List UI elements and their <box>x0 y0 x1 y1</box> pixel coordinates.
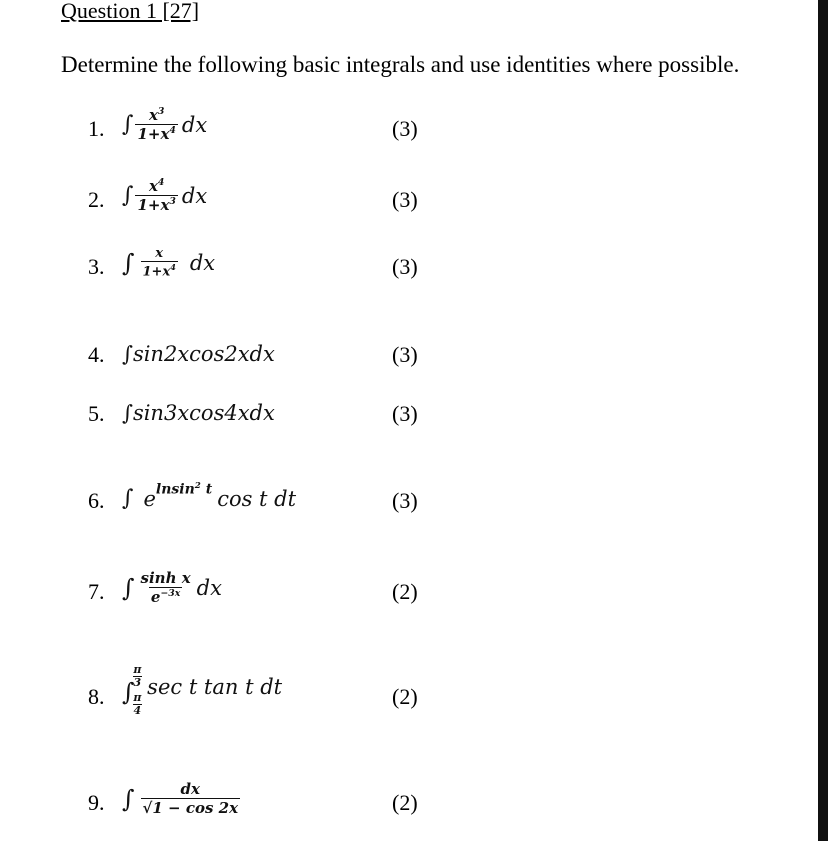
integral-item-7 <box>0 563 820 623</box>
integral-expression <box>122 481 297 511</box>
item-marks: (3) <box>392 187 418 212</box>
integral-sign: ∫ <box>122 112 134 137</box>
square-root-sign: √ <box>142 799 153 817</box>
item-marks: (3) <box>392 488 418 513</box>
exponent-text: lnsin <box>155 481 195 498</box>
integral-item-3 <box>0 240 820 300</box>
numerator: x <box>148 106 158 124</box>
numerator: x <box>155 246 164 261</box>
question-title: Question 1 [27] <box>61 0 200 23</box>
numerator-exponent: 3 <box>157 106 165 117</box>
integral-item-5 <box>0 389 820 449</box>
integrand: sec t tan t dt <box>147 675 283 700</box>
item-number: 7. <box>88 579 105 604</box>
denominator: e <box>150 588 161 606</box>
upper-limit-numerator: π <box>133 663 142 676</box>
exponent <box>156 481 212 498</box>
exponential-base: e <box>143 486 156 511</box>
integral-sign: ∫ <box>122 678 135 707</box>
fraction <box>135 177 177 214</box>
denominator: 1+x <box>142 264 171 280</box>
item-number: 3. <box>88 254 105 279</box>
denominator-exponent: 4 <box>169 125 176 136</box>
item-number: 4. <box>88 342 105 367</box>
integral-sign: ∫ <box>122 573 135 602</box>
item-marks: (3) <box>392 342 418 367</box>
integral-expression <box>122 780 242 817</box>
integral-sign: ∫ <box>122 784 135 813</box>
numerator-exponent: 4 <box>157 177 165 188</box>
integral-item-8 <box>0 664 820 724</box>
integral-expression: ∫sin3xcos4xdx <box>122 401 275 425</box>
item-marks: (3) <box>392 401 418 426</box>
differential: dx <box>196 575 222 600</box>
integral-expression <box>122 664 282 716</box>
integral-sign: ∫ <box>122 183 134 208</box>
exponent-power: 2 <box>194 481 201 492</box>
numerator: dx <box>180 780 200 798</box>
differential: dx <box>181 112 208 137</box>
item-number: 2. <box>88 187 105 212</box>
item-marks: (2) <box>392 579 418 604</box>
denominator: 1+x <box>137 196 170 214</box>
denominator-exponent: 3 <box>169 196 176 207</box>
fraction <box>141 246 178 279</box>
lower-limit-numerator: π <box>133 691 142 705</box>
denominator-exponent: −3x <box>160 588 181 599</box>
integrand-tail: cos t dt <box>217 486 297 511</box>
item-marks: (2) <box>392 790 418 815</box>
integral-expression <box>122 569 222 606</box>
integral-expression <box>122 106 207 143</box>
integral-expression: ∫sin2xcos2xdx <box>122 342 275 366</box>
numerator: sinh x <box>140 569 191 587</box>
denominator: 1+x <box>137 125 170 143</box>
item-marks: (2) <box>392 684 418 709</box>
fraction <box>141 780 241 817</box>
differential: dx <box>181 183 208 208</box>
instructions: Determine the following basic integrals and use identities where possible. <box>61 52 740 77</box>
item-number: 8. <box>88 684 105 709</box>
integral-item-6 <box>0 476 820 536</box>
fraction <box>139 569 193 606</box>
integral-item-9 <box>0 776 820 836</box>
integral-expression <box>122 177 207 214</box>
integral-item-2 <box>0 173 820 233</box>
item-number: 6. <box>88 488 105 513</box>
integral-item-4 <box>0 330 820 390</box>
integral-sign: ∫ <box>122 248 135 277</box>
fraction <box>135 106 177 143</box>
exponent-variable: t <box>200 481 213 498</box>
item-number: 1. <box>88 116 105 141</box>
integral-item-1 <box>0 102 820 162</box>
item-number: 5. <box>88 401 105 426</box>
differential: dx <box>189 250 216 275</box>
item-marks: (3) <box>392 116 418 141</box>
item-number: 9. <box>88 790 105 815</box>
lower-limit-denominator: 4 <box>133 703 142 717</box>
integral-sign: ∫ <box>122 486 134 511</box>
upper-limit-denominator: 3 <box>133 675 142 689</box>
integral-expression <box>122 246 215 279</box>
numerator: x <box>148 177 158 195</box>
denominator: 1 − cos 2x <box>152 799 239 817</box>
denominator-exponent: 4 <box>170 262 176 272</box>
integral-limits <box>133 664 143 716</box>
item-marks: (3) <box>392 254 418 279</box>
